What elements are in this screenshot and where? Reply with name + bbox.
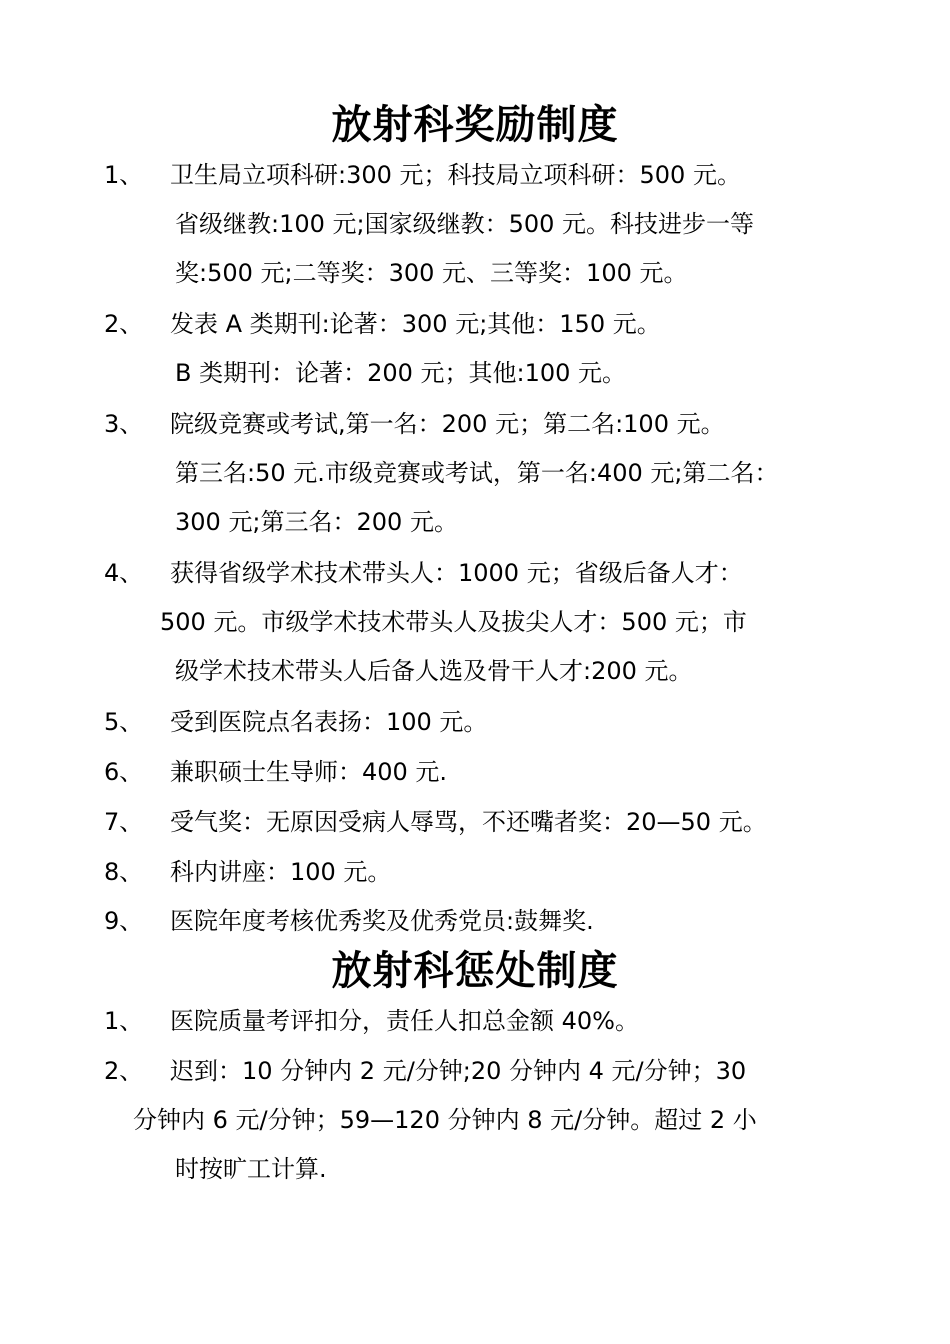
reward-item-1-line-1: 卫生局立项科研:300 元；科技局立项科研：500 元。 — [170, 161, 741, 189]
penalty-item-2-line-3: 时按旷工计算. — [175, 1155, 327, 1183]
reward-item-3-line-2: 第三名:50 元.市级竞赛或考试，第一名:400 元;第二名： — [175, 459, 779, 487]
reward-item-5-number: 5、 — [104, 708, 144, 736]
penalty-item-1-line-1: 医院质量考评扣分，责任人扣总金额 40%。 — [170, 1007, 639, 1035]
penalty-item-1-number: 1、 — [104, 1007, 144, 1035]
reward-item-4-line-1: 获得省级学术技术带头人：1000 元；省级后备人才： — [170, 559, 743, 587]
reward-item-1-line-3: 奖:500 元;二等奖：300 元、三等奖：100 元。 — [175, 259, 688, 287]
reward-item-5-line-1: 受到医院点名表扬：100 元。 — [170, 708, 488, 736]
penalty-item-2-line-2: 分钟内 6 元/分钟；59—120 分钟内 8 元/分钟。超过 2 小 — [133, 1106, 757, 1134]
reward-item-3-number: 3、 — [104, 410, 144, 438]
reward-item-4-line-2: 500 元。市级学术技术带头人及拔尖人才：500 元；市 — [160, 608, 747, 636]
penalty-title: 放射科惩处制度 — [331, 948, 619, 994]
reward-item-9-number: 9、 — [104, 907, 144, 935]
reward-item-1-line-2: 省级继教:100 元;国家级继教：500 元。科技进步一等 — [175, 210, 755, 238]
reward-item-6-line-1: 兼职硕士生导师：400 元. — [170, 758, 448, 786]
reward-item-7-line-1: 受气奖：无原因受病人辱骂，不还嘴者奖：20—50 元。 — [170, 808, 767, 836]
reward-item-4-number: 4、 — [104, 559, 144, 587]
reward-item-1-number: 1、 — [104, 161, 144, 189]
reward-item-8-number: 8、 — [104, 858, 144, 886]
reward-item-3-line-1: 院级竞赛或考试,第一名：200 元；第二名:100 元。 — [170, 410, 725, 438]
reward-item-6-number: 6、 — [104, 758, 144, 786]
reward-item-7-number: 7、 — [104, 808, 144, 836]
reward-item-2-number: 2、 — [104, 310, 144, 338]
reward-item-3-line-3: 300 元;第三名：200 元。 — [175, 508, 458, 536]
reward-item-2-line-2: B 类期刊：论著：200 元；其他:100 元。 — [175, 359, 627, 387]
reward-item-9-line-1: 医院年度考核优秀奖及优秀党员:鼓舞奖. — [170, 907, 594, 935]
penalty-item-2-line-1: 迟到：10 分钟内 2 元/分钟;20 分钟内 4 元/分钟；30 — [170, 1057, 747, 1085]
reward-title: 放射科奖励制度 — [331, 102, 619, 148]
penalty-item-2-number: 2、 — [104, 1057, 144, 1085]
reward-item-8-line-1: 科内讲座：100 元。 — [170, 858, 392, 886]
reward-item-2-line-1: 发表 A 类期刊:论著：300 元;其他：150 元。 — [170, 310, 661, 338]
reward-item-4-line-3: 级学术技术带头人后备人选及骨干人才:200 元。 — [175, 657, 693, 685]
